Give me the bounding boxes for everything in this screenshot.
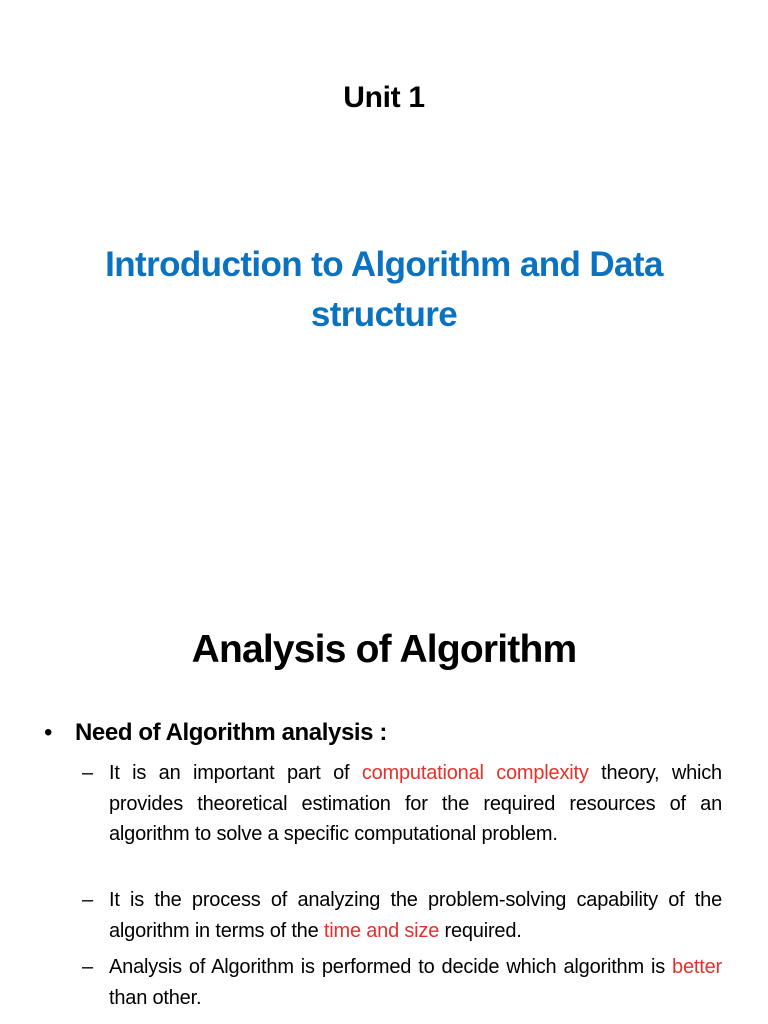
subitem-2 — [82, 885, 722, 946]
text-after: required. — [439, 919, 522, 942]
subitem-text — [109, 758, 722, 850]
text-before: Analysis of Algorithm is performed to decide which algorithm is — [109, 956, 673, 978]
dash-icon: – — [82, 956, 93, 978]
text-before: It is the process of analyzing the problem-solving capability of the algorithm in terms of the — [109, 889, 722, 942]
bullet-dot-icon: • — [44, 719, 53, 746]
subitem-3 — [82, 952, 722, 1013]
analysis-title: Analysis of Algorithm — [191, 628, 577, 671]
text-after: than other. — [109, 986, 202, 1009]
dash-icon: – — [82, 762, 93, 784]
intro-title: Introduction to Algorithm and Data structure — [105, 245, 663, 334]
highlight-text: computational complexity — [361, 762, 589, 784]
subitem-1 — [82, 758, 722, 850]
highlight-text: better — [672, 956, 722, 978]
dash-icon: – — [82, 889, 93, 911]
subitem-text — [109, 885, 722, 946]
subitem-text — [109, 952, 722, 1013]
highlight-text: time and size — [323, 919, 440, 942]
bullet-heading: Need of Algorithm analysis : — [75, 719, 387, 746]
bullet-need-of-analysis — [44, 716, 724, 750]
text-after: theory, which provides theoretical estimation for the required resources of an algorithm to solve a specific computational problem. — [109, 762, 722, 845]
unit-title: Unit 1 — [343, 81, 425, 114]
text-before: It is an important part of — [109, 762, 362, 784]
slide-analysis — [0, 576, 768, 1024]
